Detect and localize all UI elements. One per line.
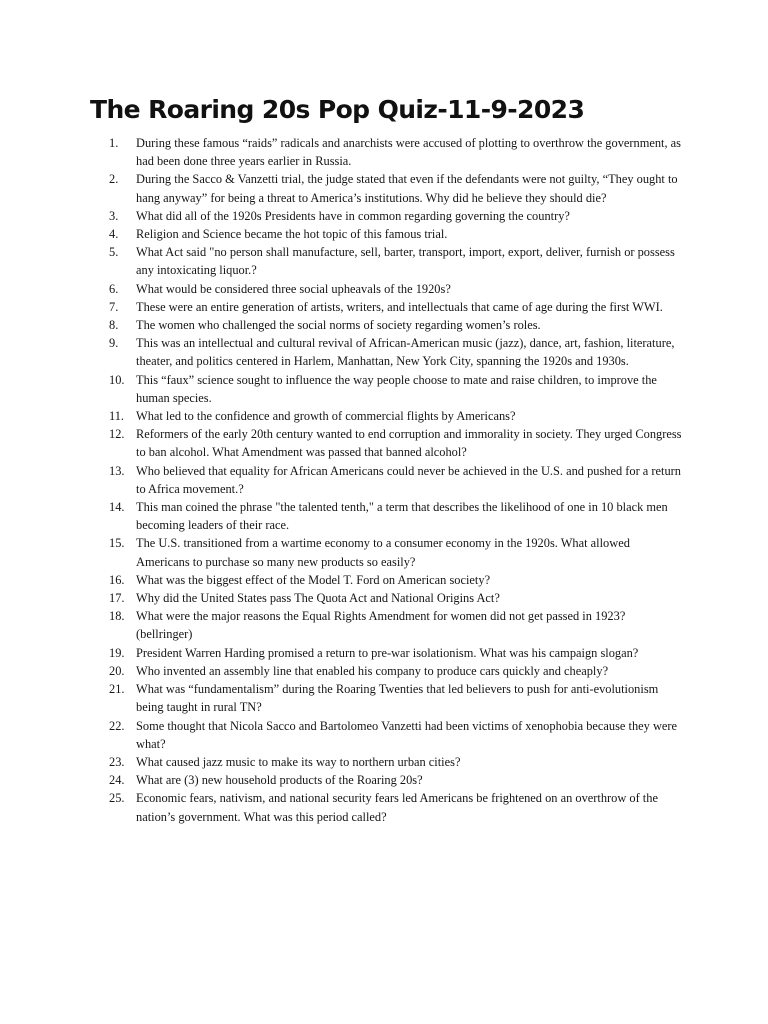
question-number: 22.: [109, 718, 125, 733]
question-number: 14.: [109, 500, 125, 515]
question-item: [109, 571, 684, 589]
question-item: [109, 644, 684, 662]
question-item: [109, 789, 684, 825]
question-item: [109, 407, 684, 425]
question-text: The U.S. transitioned from a wartime economy to a consumer economy in the 1920s. What allowed Americans to purchase so many new products so easily?: [136, 536, 630, 569]
question-item: [109, 534, 684, 570]
question-item: [109, 334, 684, 370]
question-number: 8.: [109, 318, 119, 333]
question-text: What did all of the 1920s Presidents have in common regarding governing the country?: [136, 208, 570, 223]
question-item: [109, 607, 684, 643]
question-text: During these famous “raids” radicals and anarchists were accused of plotting to overthrow the government, as had been done three years earlier in Russia.: [136, 136, 682, 169]
question-number: 25.: [109, 791, 125, 806]
question-number: 21.: [109, 682, 125, 697]
question-text: What were the major reasons the Equal Rights Amendment for women did not get passed in 1923? (bellringer): [136, 609, 626, 642]
question-number: 6.: [109, 281, 119, 296]
question-text: During the Sacco & Vanzetti trial, the judge stated that even if the defendants were not guilty, “They ought to hang anyway” for being a threat to America’s institutions. Why did he believe they should die?: [136, 172, 678, 205]
question-item: [109, 207, 684, 225]
question-number: 4.: [109, 227, 119, 242]
question-text: What Act said "no person shall manufacture, sell, barter, transport, import, export, deliver, furnish or possess any intoxicating liquor.?: [136, 245, 675, 278]
question-number: 23.: [109, 754, 125, 769]
question-list: [109, 134, 684, 826]
question-item: [109, 134, 684, 170]
question-number: 11.: [109, 409, 125, 424]
question-item: [109, 170, 684, 206]
question-number: 9.: [109, 336, 119, 351]
question-text: What caused jazz music to make its way to northern urban cities?: [136, 754, 461, 769]
question-item: [109, 371, 684, 407]
question-text: What led to the confidence and growth of commercial flights by Americans?: [136, 409, 516, 424]
question-item: [109, 771, 684, 789]
question-text: What would be considered three social upheavals of the 1920s?: [136, 281, 451, 296]
question-number: 19.: [109, 645, 125, 660]
question-text: What are (3) new household products of the Roaring 20s?: [136, 773, 423, 788]
question-item: [109, 298, 684, 316]
question-number: 17.: [109, 591, 125, 606]
question-text: Some thought that Nicola Sacco and Bartolomeo Vanzetti had been victims of xenophobia because they were what?: [136, 718, 678, 751]
question-text: Economic fears, nativism, and national security fears led Americans be frightened on an overthrow of the nation’s government. What was this period called?: [136, 791, 658, 824]
question-number: 3.: [109, 208, 119, 223]
question-text: Religion and Science became the hot topic of this famous trial.: [136, 227, 448, 242]
question-number: 12.: [109, 427, 125, 442]
question-item: [109, 316, 684, 334]
question-text: These were an entire generation of artists, writers, and intellectuals that came of age during the first WWI.: [136, 299, 663, 314]
question-item: [109, 717, 684, 753]
question-text: Who invented an assembly line that enabled his company to produce cars quickly and cheaply?: [136, 663, 609, 678]
question-number: 7.: [109, 299, 119, 314]
question-number: 13.: [109, 463, 125, 478]
page-title: The Roaring 20s Pop Quiz-11-9-2023: [90, 95, 585, 124]
question-number: 15.: [109, 536, 125, 551]
question-number: 5.: [109, 245, 119, 260]
question-text: What was the biggest effect of the Model T. Ford on American society?: [136, 572, 491, 587]
question-number: 10.: [109, 372, 125, 387]
question-text: This “faux” science sought to influence the way people choose to mate and raise children, to improve the human species.: [136, 372, 657, 405]
question-item: [109, 243, 684, 279]
question-text: Who believed that equality for African Americans could never be achieved in the U.S. and pushed for a return to Africa movement.?: [136, 463, 681, 496]
question-number: 24.: [109, 773, 125, 788]
question-number: 1.: [109, 136, 119, 150]
question-text: This was an intellectual and cultural revival of African-American music (jazz), dance, art, fashion, literature, theater, and politics centered in Harlem, Manhattan, New York City, spanning the 1920s and 1930s.: [136, 336, 675, 369]
question-number: 2.: [109, 172, 119, 187]
question-text: What was “fundamentalism” during the Roaring Twenties that led believers to push for anti-evolutionism being taught in rural TN?: [136, 682, 659, 715]
question-number: 18.: [109, 609, 125, 624]
question-item: [109, 680, 684, 716]
question-item: [109, 280, 684, 298]
question-text: The women who challenged the social norms of society regarding women’s roles.: [136, 318, 541, 333]
question-text: Why did the United States pass The Quota Act and National Origins Act?: [136, 591, 500, 606]
question-item: [109, 425, 684, 461]
question-text: Reformers of the early 20th century wanted to end corruption and immorality in society. They urged Congress to ban alcohol. What Amendment was passed that banned alcohol?: [136, 427, 682, 460]
question-number: 16.: [109, 572, 125, 587]
question-item: [109, 462, 684, 498]
question-text: This man coined the phrase "the talented tenth," a term that describes the likelihood of one in 10 black men becoming leaders of their race.: [136, 500, 668, 533]
question-text: President Warren Harding promised a return to pre-war isolationism. What was his campaign slogan?: [136, 645, 639, 660]
question-item: [109, 662, 684, 680]
question-item: [109, 589, 684, 607]
question-number: 20.: [109, 663, 125, 678]
question-item: [109, 498, 684, 534]
question-item: [109, 225, 684, 243]
question-item: [109, 753, 684, 771]
